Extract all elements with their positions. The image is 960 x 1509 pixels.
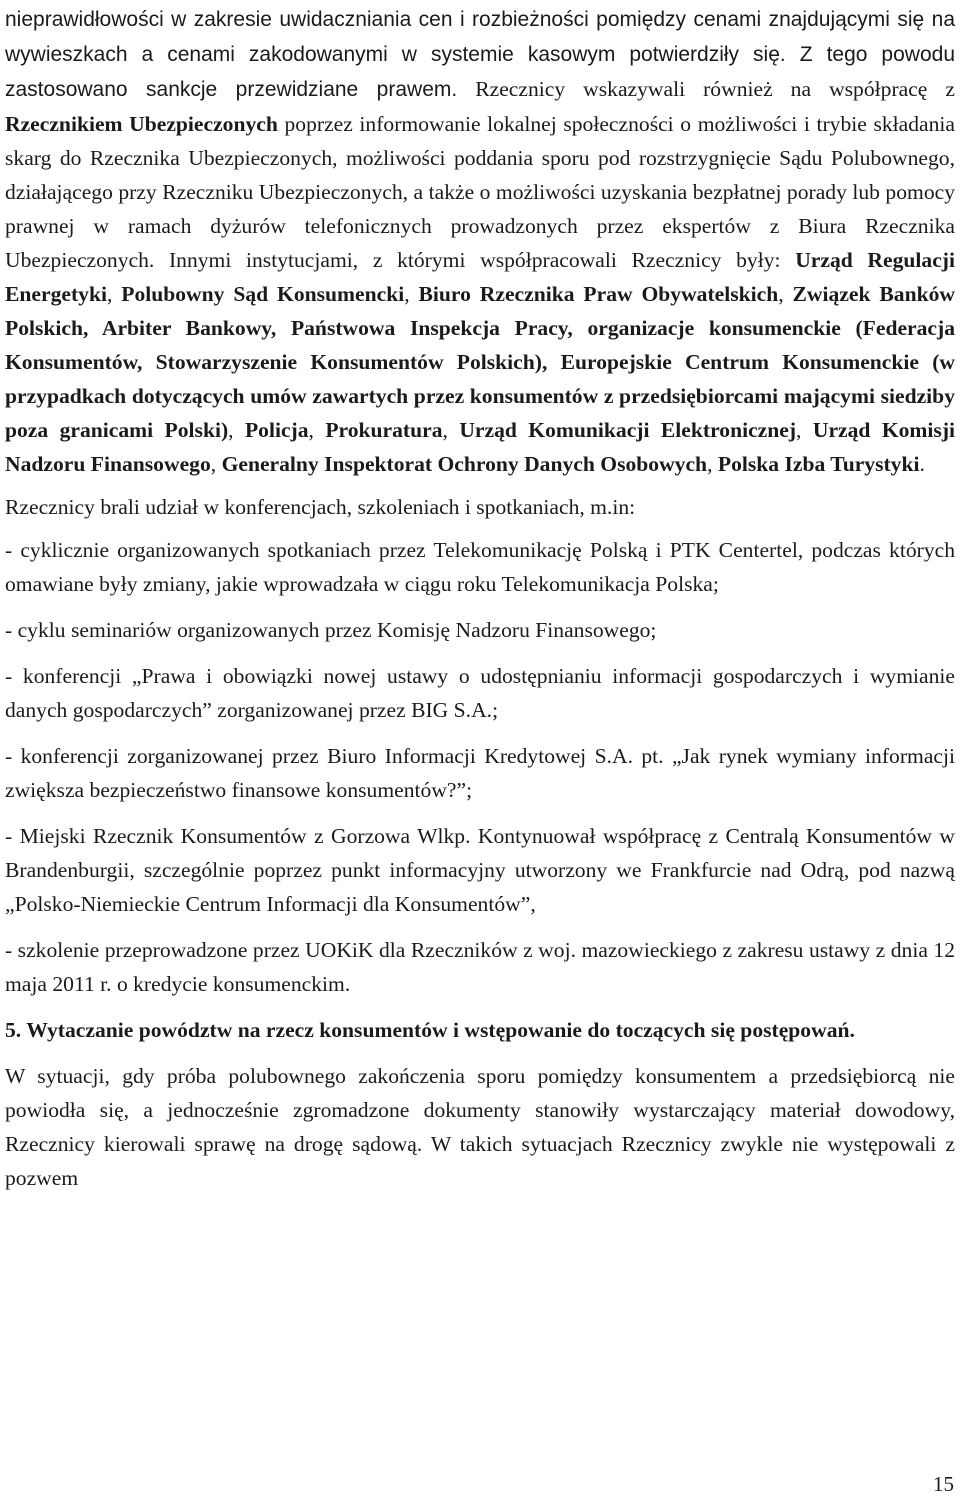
text-run: ,	[308, 418, 326, 442]
text-run: poprzez informowanie lokalnej społeczności o możliwości i trybie składania skarg do Rzecznika Ubezpieczonych, możliwości poddania sporu pod rozstrzygnięcie Sądu Polubownego, działającego przy Rzeczniku Ubezpieczonych, a także o możliwości uzyskania bezpłatnej porady lub pomocy prawnej w ramach dyżurów telefonicznych prowadzonych przez ekspertów z Biura Rzecznika Ubezpieczonych. Innymi instytucjami, z którymi współpracowali Rzecznicy były:	[5, 112, 956, 272]
list-item: - szkolenie przeprowadzone przez UOKiK dla Rzeczników z woj. mazowieckiego z zakresu ustawy z dnia 12 maja 2011 r. o kredycie konsumenckim.	[5, 938, 955, 996]
text-run: .	[919, 452, 925, 476]
paragraph-conferences-intro: Rzecznicy brali udział w konferencjach, szkoleniach i spotkaniach, m.in:	[5, 495, 636, 519]
text-run: ,	[796, 418, 813, 442]
paragraph-sans-text: nieprawidłowości w zakresie uwidaczniania cen i rozbieżności pomiędzy cenami znajdującymi się na wywieszkach a cenami zakodowanymi w systemie kasowym potwierdziły się. Z tego powodu zastosowano sankcje przewidziane prawem.	[5, 8, 955, 101]
bold-institution: Polska Izba Turystyki	[717, 452, 920, 476]
list-item: - cyklicznie organizowanych spotkaniach przez Telekomunikację Polską i PTK Centertel, podczas których omawiane były zmiany, jakie wprowadzała w ciągu roku Telekomunikacja Polska;	[5, 538, 955, 596]
text-run: ,	[404, 282, 419, 306]
list-item: - cyklu seminariów organizowanych przez Komisję Nadzoru Finansowego;	[5, 618, 657, 642]
bold-institution: Generalny Inspektorat Ochrony Danych Osobowych	[221, 452, 708, 476]
text-run: ,	[778, 282, 793, 306]
text-run: ,	[210, 452, 222, 476]
page-number: 15	[933, 1472, 954, 1496]
list-item: - Miejski Rzecznik Konsumentów z Gorzowa Wlkp. Kontynuował współpracę z Centralą Konsumentów w Brandenburgii, szczególnie poprzez punkt informacyjny utworzony we Frankfurcie nad Odrą, pod nazwą „Polsko-Niemieckie Centrum Informacji dla Konsumentów”,	[5, 824, 955, 916]
text-run: ,	[106, 282, 122, 306]
paragraph-cooperation	[5, 2, 955, 481]
bold-institution: Prokuratura	[325, 418, 443, 442]
section-heading	[5, 1013, 955, 1047]
text-run: ,	[707, 452, 718, 476]
bold-institution: Urząd Regulacji Energetyki	[5, 248, 955, 306]
text-run: ,	[228, 418, 245, 442]
bold-institution: Biuro Rzecznika Praw Obywatelskich	[418, 282, 779, 306]
list-item: - konferencji „Prawa i obowiązki nowej ustawy o udostępnianiu informacji gospodarczych i wymianie danych gospodarczych” zorganizowanej przez BIG S.A.;	[5, 664, 955, 722]
bold-institution: Policja	[244, 418, 309, 442]
paragraph-lawsuits: W sytuacji, gdy próba polubownego zakończenia sporu pomiędzy konsumentem a przedsiębiorcą nie powiodła się, a jednocześnie zgromadzone dokumenty stanowiły wystarczający materiał dowodowy, Rzecznicy kierowali sprawę na drogę sądową. W takich sytuacjach Rzecznicy zwykle nie występowali z pozwem	[5, 1064, 955, 1190]
text-run: Rzecznicy wskazywali również na współpracę z	[475, 77, 955, 101]
document-page	[5, 2, 955, 1195]
bold-institution: Rzecznikiem Ubezpieczonych	[5, 112, 278, 136]
list-item: - konferencji zorganizowanej przez Biuro Informacji Kredytowej S.A. pt. „Jak rynek wymiany informacji zwiększa bezpieczeństwo finansowe konsumentów?”;	[5, 744, 955, 802]
bold-institution: Związek Banków Polskich, Arbiter Bankowy, Państwowa Inspekcja Pracy, organizacje konsumenckie (Federacja Konsumentów, Stowarzyszenie Konsumentów Polskich), Europejskie Centrum Konsumenckie (w przypadkach dotyczących umów zawartych przez konsumentów z przedsiębiorcami mającymi siedziby poza granicami Polski)	[5, 282, 955, 442]
bold-institution: Polubowny Sąd Konsumencki	[121, 282, 405, 306]
bold-institution: Urząd Komisji Nadzoru Finansowego	[5, 418, 956, 476]
text-run: ,	[442, 418, 460, 442]
bold-institution: Urząd Komunikacji Elektronicznej	[459, 418, 797, 442]
section-heading-text: 5. Wytaczanie powództw na rzecz konsumentów i wstępowanie do toczących się postępowań.	[5, 1018, 855, 1042]
